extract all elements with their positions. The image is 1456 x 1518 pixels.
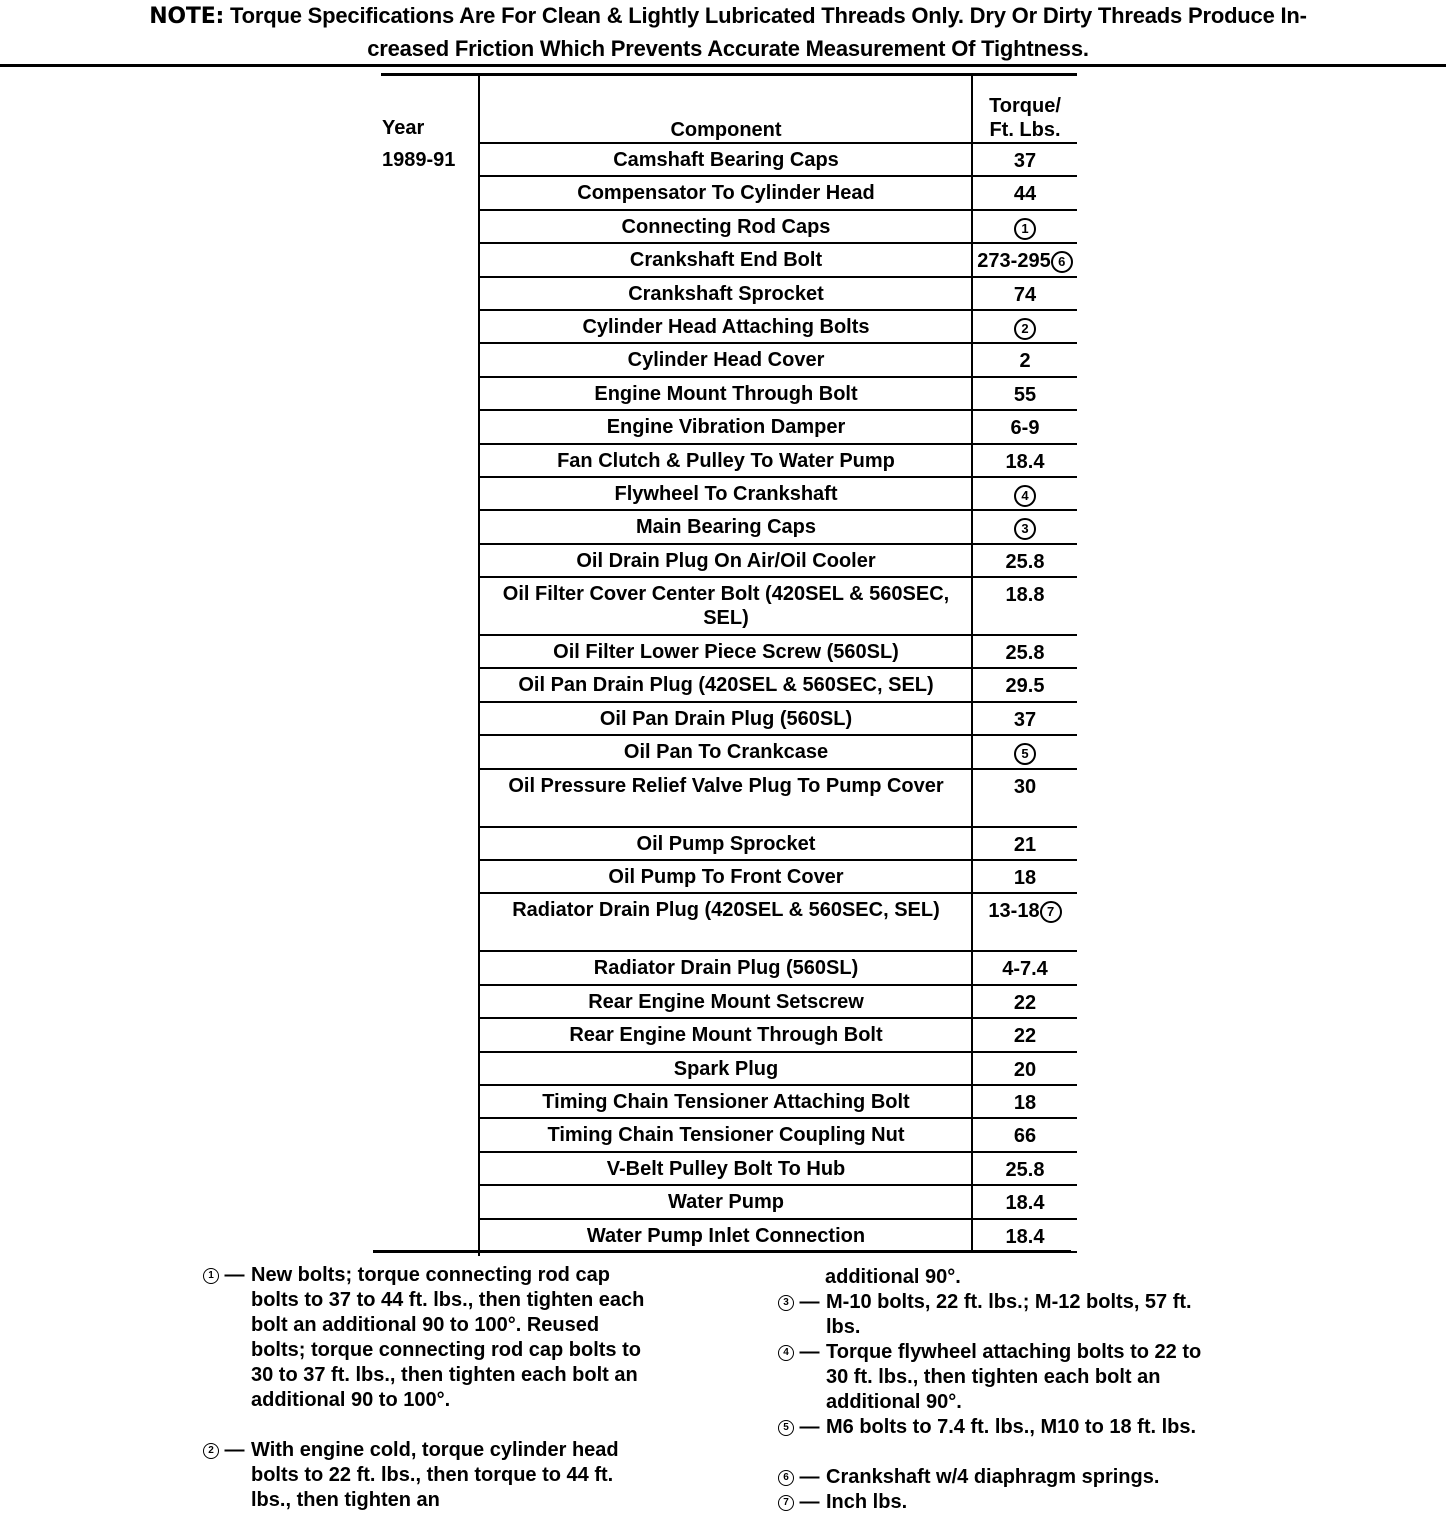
table-row — [479, 1186, 1077, 1219]
table-row — [479, 144, 1077, 177]
table-row — [479, 411, 1077, 444]
footnote-ref-icon: 7 — [1040, 901, 1062, 923]
footnote-5 — [778, 1415, 1238, 1465]
torque-value: 21 — [1013, 833, 1037, 856]
torque-value: 22 — [1013, 1025, 1037, 1048]
table-row — [479, 986, 1077, 1019]
footnote-ref-icon: 6 — [1051, 251, 1073, 273]
torque-cell — [973, 550, 1077, 574]
footnote-text-7: Inch lbs. — [826, 1491, 908, 1513]
torque-cell — [973, 899, 1077, 923]
torque-cell — [973, 1225, 1077, 1249]
table-bottom-rule — [373, 1250, 1071, 1253]
footnote-mark-1: 1 — — [203, 1263, 245, 1288]
component-cell: Cylinder Head Cover — [627, 349, 825, 372]
component-cell: Crankshaft Sprocket — [628, 282, 824, 305]
torque-cell — [973, 957, 1077, 981]
table-row — [479, 545, 1077, 578]
footnote-text-4: Torque flywheel attaching bolts to 22 to 30 ft. lbs., then tighten each bolt an additional 90°. — [826, 1341, 1202, 1413]
column-divider-year — [478, 76, 480, 1256]
torque-value: 66 — [1013, 1125, 1037, 1148]
table-row — [479, 861, 1077, 894]
component-cell: Flywheel To Crankshaft — [614, 482, 838, 505]
component-cell: Crankshaft End Bolt — [629, 249, 823, 272]
table-row — [479, 770, 1077, 828]
note-line-2: creased Friction Which Prevents Accurate Measurement Of Tightness. — [367, 36, 1089, 61]
footnote-text-3: M-10 bolts, 22 ft. lbs.; M-12 bolts, 57 ft. lbs. — [826, 1291, 1192, 1338]
footnote-ref-icon: 1 — [1014, 218, 1036, 240]
component-cell: Main Bearing Caps — [635, 516, 817, 539]
torque-cell — [973, 216, 1077, 240]
header-year: Year — [382, 117, 425, 139]
torque-value: 18.4 — [1005, 1225, 1045, 1248]
footnote-6 — [778, 1465, 1238, 1490]
torque-value: 18.4 — [1005, 1192, 1045, 1215]
note-label: NOTE: — [149, 4, 225, 29]
component-cell: Oil Pan To Crankcase — [623, 741, 829, 764]
footnote-ref-icon: 4 — [1014, 485, 1036, 507]
torque-value: 4-7.4 — [1002, 958, 1048, 981]
footnote-text-1: New bolts; torque connecting rod cap bolts to 37 to 44 ft. lbs., then tighten each bolt an additional 90 to 100°. Reused bolts; torque connecting rod cap bolts to 30 to 37 ft. lbs., then tighten each bolt an additional 90 to 100°. — [251, 1264, 645, 1411]
footnote-text-5: M6 bolts to 7.4 ft. lbs., M10 to 18 ft. lbs. — [826, 1416, 1197, 1438]
component-cell: Oil Filter Lower Piece Screw (560SL) — [553, 641, 899, 664]
table-row — [479, 1019, 1077, 1052]
component-cell: Oil Filter Cover Center Bolt (420SEL & 560SEC, SEL) — [502, 583, 950, 630]
torque-cell — [973, 674, 1077, 698]
torque-cell — [973, 1091, 1077, 1115]
component-cell: Oil Pan Drain Plug (560SL) — [599, 707, 853, 730]
torque-value: 37 — [1013, 150, 1037, 172]
table-row — [479, 1220, 1077, 1253]
component-cell: Engine Mount Through Bolt — [594, 382, 858, 405]
torque-cell — [973, 641, 1077, 665]
torque-cell — [973, 283, 1077, 307]
component-cell: Cylinder Head Attaching Bolts — [582, 315, 870, 338]
torque-value: 18.8 — [1005, 584, 1045, 607]
torque-cell — [973, 833, 1077, 857]
table-row — [479, 1086, 1077, 1119]
component-cell: Oil Pan Drain Plug (420SEL & 560SEC, SEL) — [518, 674, 934, 697]
torque-cell — [973, 483, 1077, 507]
torque-cell — [973, 1191, 1077, 1215]
column-divider-torque — [971, 76, 973, 1253]
year-cell: 1989-91 — [382, 149, 456, 171]
torque-cell — [973, 450, 1077, 474]
footnote-text-6: Crankshaft w/4 diaphragm springs. — [826, 1466, 1160, 1488]
component-cell: Camshaft Bearing Caps — [613, 149, 839, 171]
table-row — [479, 244, 1077, 277]
table-row — [479, 636, 1077, 669]
footnote-ref-icon: 3 — [1014, 518, 1036, 540]
component-cell: Radiator Drain Plug (420SEL & 560SEC, SEL) — [512, 899, 940, 922]
torque-value: 25.8 — [1005, 550, 1045, 573]
torque-value: 2 — [1019, 350, 1031, 373]
table-row — [479, 1153, 1077, 1186]
footnote-text-2a: With engine cold, torque cylinder head bolts to 22 ft. lbs., then torque to 44 ft. lbs., then tighten an — [251, 1439, 619, 1511]
torque-value: 18.4 — [1005, 450, 1045, 473]
torque-cell — [973, 1024, 1077, 1048]
table-row — [479, 894, 1077, 952]
component-cell: Engine Vibration Damper — [606, 416, 846, 439]
footnote-mark-5: 5 — — [778, 1415, 820, 1440]
table-row — [479, 511, 1077, 544]
torque-value: 30 — [1013, 775, 1037, 798]
torque-value: 25.8 — [1005, 1158, 1045, 1181]
footnote-ref-icon: 5 — [1014, 743, 1036, 765]
footnote-3 — [778, 1290, 1238, 1340]
torque-cell — [973, 316, 1077, 340]
component-cell: Timing Chain Tensioner Attaching Bolt — [542, 1090, 910, 1113]
table-row — [479, 445, 1077, 478]
torque-value: 18 — [1013, 867, 1037, 890]
table-row — [479, 1119, 1077, 1152]
table-row — [479, 177, 1077, 210]
torque-value: 20 — [1013, 1058, 1037, 1081]
torque-value: 37 — [1013, 708, 1037, 731]
torque-cell — [973, 991, 1077, 1015]
torque-cell — [973, 1158, 1077, 1182]
table-row — [479, 703, 1077, 736]
header-torque-line1: Torque/ — [989, 95, 1061, 117]
torque-value: 74 — [1013, 283, 1037, 306]
footnote-1 — [203, 1263, 673, 1411]
footnote-mark-2: 2 — — [203, 1438, 245, 1463]
torque-value: 55 — [1013, 383, 1037, 406]
table-row — [479, 378, 1077, 411]
footnote-mark-4: 4 — — [778, 1340, 820, 1365]
torque-cell — [973, 741, 1077, 765]
component-cell: Rear Engine Mount Through Bolt — [569, 1024, 883, 1047]
torque-cell — [973, 866, 1077, 890]
footnote-4 — [778, 1340, 1238, 1415]
torque-value: 6-9 — [1010, 417, 1040, 440]
torque-note — [0, 0, 1456, 65]
note-divider — [0, 64, 1446, 67]
component-cell: Water Pump — [668, 1191, 784, 1214]
table-row — [479, 344, 1077, 377]
component-cell: Connecting Rod Caps — [621, 215, 831, 238]
table-row — [479, 311, 1077, 344]
torque-value: 13-18 — [988, 900, 1040, 923]
torque-cell — [973, 1058, 1077, 1082]
note-line-1 — [0, 0, 1456, 33]
torque-cell — [973, 583, 1077, 607]
header-torque-line2: Ft. Lbs. — [989, 119, 1061, 141]
component-cell: Spark Plug — [673, 1057, 779, 1080]
table-row — [479, 1053, 1077, 1086]
table-row — [479, 578, 1077, 636]
torque-cell — [973, 416, 1077, 440]
torque-cell — [973, 1124, 1077, 1148]
torque-value: 22 — [1013, 991, 1037, 1014]
torque-cell — [973, 349, 1077, 373]
table-row — [479, 211, 1077, 244]
torque-cell — [973, 149, 1077, 173]
component-cell: Oil Pressure Relief Valve Plug To Pump Cover — [508, 774, 944, 797]
component-cell: Compensator To Cylinder Head — [577, 182, 875, 205]
torque-value: 25.8 — [1005, 642, 1045, 665]
footnote-2-continued: additional 90°. — [825, 1266, 961, 1288]
footnote-2 — [203, 1438, 673, 1518]
header-torque — [973, 94, 1077, 142]
component-cell: Water Pump Inlet Connection — [586, 1224, 866, 1247]
torque-cell — [973, 182, 1077, 206]
table-body — [479, 144, 1077, 1253]
component-cell: Oil Drain Plug On Air/Oil Cooler — [576, 549, 876, 572]
component-cell: Radiator Drain Plug (560SL) — [593, 957, 859, 980]
table-row — [479, 478, 1077, 511]
table-row — [479, 736, 1077, 769]
torque-cell — [973, 249, 1077, 273]
component-cell: Rear Engine Mount Setscrew — [588, 990, 864, 1013]
table-row — [479, 669, 1077, 702]
torque-value: 29.5 — [1005, 675, 1045, 698]
component-cell: Oil Pump To Front Cover — [608, 866, 844, 889]
component-cell: Oil Pump Sprocket — [636, 832, 816, 855]
footnote-mark-6: 6 — — [778, 1465, 820, 1490]
torque-cell — [973, 516, 1077, 540]
table-row — [479, 828, 1077, 861]
footnote-mark-7: 7 — — [778, 1490, 820, 1515]
torque-value: 18 — [1013, 1091, 1037, 1114]
torque-cell — [973, 708, 1077, 732]
footnote-7 — [778, 1490, 1238, 1515]
torque-cell — [973, 383, 1077, 407]
note-text-1: Torque Specifications Are For Clean & Lightly Lubricated Threads Only. Dry Or Dirty Threads Produce In- — [224, 3, 1307, 28]
table-row — [479, 278, 1077, 311]
component-cell: Timing Chain Tensioner Coupling Nut — [547, 1124, 905, 1147]
table-row — [479, 952, 1077, 985]
torque-cell — [973, 775, 1077, 799]
torque-value: 44 — [1013, 183, 1037, 206]
header-component: Component — [670, 119, 782, 141]
component-cell: V-Belt Pulley Bolt To Hub — [606, 1157, 846, 1180]
footnote-ref-icon: 2 — [1014, 318, 1036, 340]
footnote-mark-3: 3 — — [778, 1290, 820, 1315]
torque-value: 273-295 — [977, 250, 1051, 273]
component-cell: Fan Clutch & Pulley To Water Pump — [557, 449, 895, 472]
